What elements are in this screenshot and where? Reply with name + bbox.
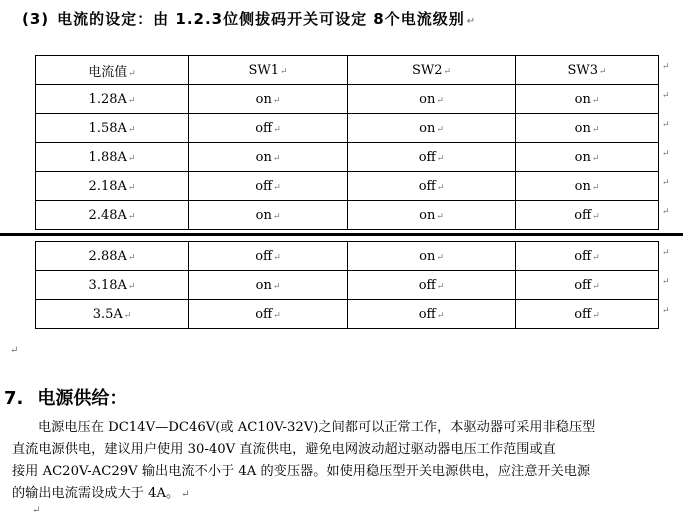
paragraph-mark-icon: ↵ [591, 124, 600, 135]
switch-state-cell [516, 300, 659, 329]
paragraph-mark-icon: ↵ [599, 66, 607, 77]
cell-text: off [255, 120, 273, 136]
cell-text: on [574, 178, 591, 194]
paragraph-mark-icon: ↵ [443, 66, 452, 77]
paragraph-mark-icon: ↵ [591, 95, 600, 106]
cell-text: 1.28A [88, 91, 127, 107]
section-7-number: 7. [4, 388, 24, 409]
switch-state-cell [516, 172, 659, 201]
paragraph-mark-icon: ↵ [466, 16, 477, 27]
table-row [36, 172, 659, 201]
cell-text: on [419, 207, 436, 223]
paragraph-mark-icon: ↵ [273, 124, 281, 135]
paragraph-mark-icon: ↵ [127, 153, 136, 164]
cell-text: on [419, 91, 436, 107]
switch-state-cell [348, 172, 516, 201]
switch-state-cell [189, 201, 348, 230]
header-text: SW1 [248, 62, 279, 78]
paragraph-mark-icon: ↵ [436, 252, 444, 263]
table-header-cell [36, 56, 189, 85]
cell-text: off [418, 149, 436, 165]
paragraph-mark-icon: ↵ [436, 281, 445, 292]
table-row [36, 85, 659, 114]
paragraph-line: 接用 AC20V-AC29V 输出电流不小于 4A 的变压器。如使用稳压型开关电源供电，应注意开关电源 [12, 464, 591, 479]
switch-state-cell [516, 114, 659, 143]
switch-state-cell [516, 143, 659, 172]
cell-text: 2.88A [88, 248, 127, 264]
switch-state-cell [189, 114, 348, 143]
cell-text: off [255, 248, 273, 264]
paragraph-mark-icon: ↵ [662, 91, 670, 101]
table-row [36, 271, 659, 300]
paragraph-mark-icon: ↵ [127, 124, 136, 135]
paragraph-mark-icon: ↵ [127, 95, 136, 106]
cell-text: off [255, 306, 273, 322]
paragraph-mark-icon: ↵ [592, 252, 600, 263]
cell-text: off [574, 207, 592, 223]
current-value-cell [36, 300, 189, 329]
table-header-cell [189, 56, 348, 85]
cell-text: on [419, 120, 436, 136]
paragraph-mark-icon: ↵ [662, 306, 670, 316]
switch-state-cell [348, 300, 516, 329]
switch-state-cell [189, 300, 348, 329]
table-row [36, 114, 659, 143]
paragraph-mark-icon: ↵ [273, 310, 281, 321]
section-7-heading [4, 384, 127, 410]
paragraph-mark-icon: ↵ [436, 124, 444, 135]
cell-text: off [255, 178, 273, 194]
switch-state-cell [189, 85, 348, 114]
paragraph-line: 电源电压在 DC14V—DC46V(或 AC10V-32V)之间都可以正常工作，本驱动器可采用非稳压型 [38, 420, 596, 435]
paragraph-mark-icon: ↵ [123, 310, 132, 321]
cell-text: off [574, 248, 592, 264]
switch-state-cell [348, 201, 516, 230]
paragraph-mark-icon: ↵ [181, 489, 190, 500]
current-setting-table-bottom [35, 241, 659, 329]
switch-state-cell [516, 201, 659, 230]
table-header-cell [516, 56, 659, 85]
cell-text: off [418, 178, 436, 194]
cell-text: on [255, 207, 272, 223]
cell-text: on [574, 120, 591, 136]
paragraph-line: 直流电源供电，建议用户使用 30-40V 直流供电，避免电网波动超过驱动器电压工作范围或直 [12, 442, 556, 457]
switch-state-cell [516, 242, 659, 271]
paragraph-mark-icon: ↵ [662, 248, 670, 258]
current-value-cell [36, 114, 189, 143]
table-header-cell [348, 56, 516, 85]
paragraph-mark-icon: ↵ [592, 281, 600, 292]
switch-state-cell [189, 172, 348, 201]
paragraph-mark-icon: ↵ [272, 153, 281, 164]
current-value-cell [36, 201, 189, 230]
table-row [36, 143, 659, 172]
paragraph-mark-icon: ↵ [272, 211, 281, 222]
cell-text: 1.88A [88, 149, 127, 165]
paragraph-mark-icon: ↵ [592, 310, 600, 321]
cell-text: 3.18A [88, 277, 127, 293]
switch-state-cell [348, 143, 516, 172]
section-7-title: 电源供给： [37, 388, 128, 409]
table-row [36, 242, 659, 271]
current-value-cell [36, 172, 189, 201]
paragraph-mark-icon: ↵ [128, 68, 136, 79]
paragraph-mark-icon: ↵ [662, 149, 670, 159]
paragraph-mark-icon: ↵ [273, 182, 281, 193]
paragraph-mark-icon: ↵ [591, 153, 600, 164]
cell-text: off [574, 306, 592, 322]
header-text: SW3 [567, 62, 598, 78]
paragraph-mark-icon: ↵ [127, 252, 136, 263]
paragraph-mark-icon: ↵ [436, 182, 445, 193]
paragraph-mark-icon: ↵ [436, 211, 444, 222]
current-value-cell [36, 242, 189, 271]
cell-text: on [255, 277, 272, 293]
paragraph-mark-icon: ↵ [127, 182, 136, 193]
section-3-title: 电流的设定：由 1.2.3位侧拔码开关可设定 8个电流级别 [57, 10, 465, 28]
paragraph-mark-icon: ↵ [662, 178, 670, 188]
paragraph-mark-icon: ↵ [32, 505, 41, 516]
cell-text: off [418, 306, 436, 322]
cell-text: on [574, 149, 591, 165]
header-text: SW2 [411, 62, 443, 78]
table-header-row [36, 56, 659, 85]
power-supply-paragraph [12, 417, 680, 506]
switch-state-cell [189, 143, 348, 172]
current-setting-table-top [35, 55, 659, 230]
section-3-number: (3) [22, 10, 50, 28]
cell-text: on [255, 149, 272, 165]
paragraph-mark-icon: ↵ [662, 62, 670, 72]
table-row [36, 300, 659, 329]
paragraph-mark-icon: ↵ [592, 211, 600, 222]
current-value-cell [36, 85, 189, 114]
paragraph-mark-icon: ↵ [273, 252, 281, 263]
cell-text: 2.18A [88, 178, 127, 194]
paragraph-mark-icon: ↵ [591, 182, 600, 193]
switch-state-cell [189, 271, 348, 300]
cell-text: 1.58A [88, 120, 127, 136]
switch-state-cell [516, 271, 659, 300]
paragraph-line [12, 483, 680, 506]
cell-text: off [574, 277, 592, 293]
paragraph-mark-icon: ↵ [127, 281, 136, 292]
cell-text: on [574, 91, 591, 107]
cell-text: on [419, 248, 436, 264]
switch-state-cell [348, 114, 516, 143]
paragraph-mark-icon: ↵ [272, 281, 281, 292]
paragraph-mark-icon: ↵ [272, 95, 281, 106]
paragraph-mark-icon: ↵ [127, 211, 136, 222]
paragraph-mark-icon: ↵ [436, 153, 445, 164]
paragraph-line-text: 的输出电流需设成大于 4A。 [12, 486, 180, 501]
current-value-cell [36, 143, 189, 172]
paragraph-mark-icon: ↵ [662, 277, 670, 287]
section-3-heading [22, 8, 476, 29]
cell-text: off [418, 277, 436, 293]
paragraph-mark-icon: ↵ [10, 345, 19, 356]
cell-text: on [255, 91, 272, 107]
switch-state-cell [189, 242, 348, 271]
switch-state-cell [348, 242, 516, 271]
horizontal-divider [0, 233, 683, 236]
switch-state-cell [348, 271, 516, 300]
paragraph-mark-icon: ↵ [662, 120, 670, 130]
cell-text: 3.5A [92, 306, 123, 322]
paragraph-mark-icon: ↵ [436, 95, 444, 106]
cell-text: 2.48A [88, 207, 127, 223]
switch-state-cell [348, 85, 516, 114]
current-value-cell [36, 271, 189, 300]
paragraph-mark-icon: ↵ [662, 207, 670, 217]
table-row [36, 201, 659, 230]
paragraph-mark-icon: ↵ [280, 66, 288, 77]
paragraph-mark-icon: ↵ [436, 310, 445, 321]
switch-state-cell [516, 85, 659, 114]
header-text: 电流值 [88, 64, 128, 80]
